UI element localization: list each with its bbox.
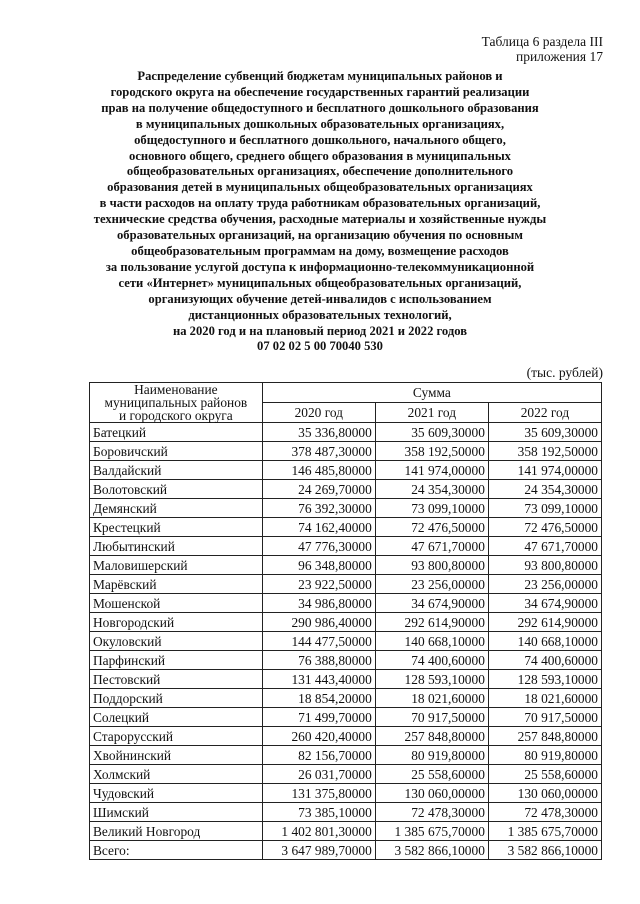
- amount-2022: 72 478,30000: [488, 803, 601, 822]
- amount-2022: 93 800,80000: [488, 556, 601, 575]
- amount-2022: 80 919,80000: [488, 746, 601, 765]
- table-row: [90, 803, 602, 822]
- heading-line: Распределение субвенций бюджетам муниципальных районов и: [137, 69, 503, 83]
- district-name: Шимский: [90, 803, 263, 822]
- district-name: Мошенской: [90, 594, 263, 613]
- amount-2021: 72 478,30000: [375, 803, 488, 822]
- district-name: Волотовский: [90, 480, 263, 499]
- amount-2022: 358 192,50000: [488, 442, 601, 461]
- total-2022: 3 582 866,10000: [488, 841, 601, 860]
- column-header-line: и городского округа: [119, 408, 233, 423]
- amount-2021: 74 400,60000: [375, 651, 488, 670]
- unit-label: (тыс. рублей): [526, 365, 603, 380]
- total-row: [90, 841, 602, 860]
- column-header-year: 2022 год: [488, 403, 601, 423]
- table-row: [90, 670, 602, 689]
- amount-2020: 131 443,40000: [262, 670, 375, 689]
- district-name: Марёвский: [90, 575, 263, 594]
- amount-2020: 24 269,70000: [262, 480, 375, 499]
- amount-2022: 47 671,70000: [488, 537, 601, 556]
- amount-2021: 128 593,10000: [375, 670, 488, 689]
- table-row: [90, 518, 602, 537]
- district-name: Старорусский: [90, 727, 263, 746]
- total-label: Всего:: [90, 841, 263, 860]
- amount-2020: 74 162,40000: [262, 518, 375, 537]
- amount-2021: 358 192,50000: [375, 442, 488, 461]
- amount-2022: 73 099,10000: [488, 499, 601, 518]
- amount-2021: 257 848,80000: [375, 727, 488, 746]
- table-row: [90, 461, 602, 480]
- amount-2021: 18 021,60000: [375, 689, 488, 708]
- column-header-year: 2020 год: [262, 403, 375, 423]
- column-header-sum: Сумма: [262, 383, 601, 403]
- amount-2020: 260 420,40000: [262, 727, 375, 746]
- column-header-year: 2021 год: [375, 403, 488, 423]
- heading-line: сети «Интернет» муниципальных общеобразовательных организаций,: [118, 275, 522, 290]
- district-name: Чудовский: [90, 784, 263, 803]
- document-heading: [40, 69, 600, 355]
- table-row: [90, 651, 602, 670]
- amount-2022: 23 256,00000: [488, 575, 601, 594]
- amount-2021: 93 800,80000: [375, 556, 488, 575]
- district-name: Окуловский: [90, 632, 263, 651]
- heading-line: общедоступного и бесплатного дошкольного, начального общего,: [134, 132, 506, 147]
- heading-line: на 2020 год и на плановый период 2021 и 2022 годов: [172, 323, 468, 338]
- amount-2020: 146 485,80000: [262, 461, 375, 480]
- amount-2020: 82 156,70000: [262, 746, 375, 765]
- amount-2021: 292 614,90000: [375, 613, 488, 632]
- heading-line: организующих обучение детей-инвалидов с использованием: [148, 291, 492, 306]
- district-name: Любытинский: [90, 537, 263, 556]
- table-row: [90, 708, 602, 727]
- amount-2022: 24 354,30000: [488, 480, 601, 499]
- amount-2020: 290 986,40000: [262, 613, 375, 632]
- amount-2022: 35 609,30000: [488, 423, 601, 442]
- total-2021: 3 582 866,10000: [375, 841, 488, 860]
- amount-2020: 73 385,10000: [262, 803, 375, 822]
- district-name: Холмский: [90, 765, 263, 784]
- amount-2022: 25 558,60000: [488, 765, 601, 784]
- district-name: Парфинский: [90, 651, 263, 670]
- amount-2020: 34 986,80000: [262, 594, 375, 613]
- heading-line: в части расходов на оплату труда работникам образовательных организаций,: [99, 196, 541, 211]
- amount-2021: 72 476,50000: [375, 518, 488, 537]
- amount-2020: 144 477,50000: [262, 632, 375, 651]
- table-row: [90, 746, 602, 765]
- district-name: Великий Новгород: [90, 822, 263, 841]
- amount-2021: 35 609,30000: [375, 423, 488, 442]
- table-row: [90, 765, 602, 784]
- heading-line: общеобразовательных организациях, обеспечение дополнительного: [126, 164, 514, 179]
- amount-2021: 25 558,60000: [375, 765, 488, 784]
- district-name: Крестецкий: [90, 518, 263, 537]
- total-2020: 3 647 989,70000: [262, 841, 375, 860]
- amount-2021: 23 256,00000: [375, 575, 488, 594]
- table-row: [90, 423, 602, 442]
- amount-2022: 257 848,80000: [488, 727, 601, 746]
- amount-2022: 18 021,60000: [488, 689, 601, 708]
- amount-2020: 47 776,30000: [262, 537, 375, 556]
- column-header-name: [90, 383, 263, 423]
- table-row: [90, 537, 602, 556]
- table-row: [90, 442, 602, 461]
- district-name: Батецкий: [90, 423, 263, 442]
- heading-line: основного общего, среднего общего образования в муниципальных: [129, 148, 511, 163]
- district-name: Демянский: [90, 499, 263, 518]
- table-row: [90, 480, 602, 499]
- table-row: [90, 575, 602, 594]
- district-name: Солецкий: [90, 708, 263, 727]
- table-row: [90, 784, 602, 803]
- amount-2022: 74 400,60000: [488, 651, 601, 670]
- amount-2022: 70 917,50000: [488, 708, 601, 727]
- district-name: Маловишерский: [90, 556, 263, 575]
- amount-2021: 24 354,30000: [375, 480, 488, 499]
- amount-2020: 26 031,70000: [262, 765, 375, 784]
- heading-line: прав на получение общедоступного и бесплатного дошкольного образования: [101, 100, 539, 115]
- table-row: [90, 727, 602, 746]
- district-name: Пестовский: [90, 670, 263, 689]
- amount-2021: 1 385 675,70000: [375, 822, 488, 841]
- table-row: [90, 689, 602, 708]
- amount-2020: 76 392,30000: [262, 499, 375, 518]
- column-header-line: муниципальных районов: [104, 395, 248, 410]
- heading-line: образования детей в муниципальных общеобразовательных организациях: [107, 180, 533, 195]
- amount-2022: 128 593,10000: [488, 670, 601, 689]
- amount-2020: 131 375,80000: [262, 784, 375, 803]
- amount-2022: 140 668,10000: [488, 632, 601, 651]
- table-row: [90, 499, 602, 518]
- heading-line: за пользование услугой доступа к информационно-телекоммуникационной: [105, 259, 535, 274]
- heading-line: в муниципальных дошкольных образовательных организациях,: [135, 116, 505, 131]
- district-name: Новгородский: [90, 613, 263, 632]
- amount-2021: 70 917,50000: [375, 708, 488, 727]
- amount-2022: 34 674,90000: [488, 594, 601, 613]
- heading-line: общеобразовательным программам на дому, возмещение расходов: [131, 243, 509, 258]
- amount-2022: 292 614,90000: [488, 613, 601, 632]
- amount-2020: 76 388,80000: [262, 651, 375, 670]
- table-row: [90, 613, 602, 632]
- table-reference-line: Таблица 6 раздела III: [481, 34, 603, 49]
- amount-2021: 141 974,00000: [375, 461, 488, 480]
- table-row: [90, 594, 602, 613]
- subvention-table: [89, 382, 602, 860]
- table-reference-line: приложения 17: [515, 49, 603, 64]
- amount-2022: 1 385 675,70000: [488, 822, 601, 841]
- amount-2022: 141 974,00000: [488, 461, 601, 480]
- amount-2020: 378 487,30000: [262, 442, 375, 461]
- table-reference: [482, 34, 603, 64]
- amount-2021: 130 060,00000: [375, 784, 488, 803]
- amount-2021: 140 668,10000: [375, 632, 488, 651]
- table-row: [90, 632, 602, 651]
- heading-line: технические средства обучения, расходные материалы и хозяйственные нужды: [93, 212, 547, 227]
- amount-2021: 80 919,80000: [375, 746, 488, 765]
- district-name: Хвойнинский: [90, 746, 263, 765]
- amount-2020: 96 348,80000: [262, 556, 375, 575]
- district-name: Боровичский: [90, 442, 263, 461]
- amount-2021: 34 674,90000: [375, 594, 488, 613]
- heading-line: образовательных организаций, на организацию обучения по основным: [117, 228, 523, 243]
- table-row: [90, 822, 602, 841]
- amount-2022: 72 476,50000: [488, 518, 601, 537]
- heading-line: городского округа на обеспечение государственных гарантий реализации: [110, 84, 530, 99]
- amount-2020: 35 336,80000: [262, 423, 375, 442]
- amount-2020: 71 499,70000: [262, 708, 375, 727]
- heading-line: дистанционных образовательных технологий,: [188, 307, 452, 322]
- amount-2020: 23 922,50000: [262, 575, 375, 594]
- district-name: Валдайский: [90, 461, 263, 480]
- amount-2020: 1 402 801,30000: [262, 822, 375, 841]
- heading-line: 07 02 02 5 00 70040 530: [257, 339, 383, 354]
- amount-2020: 18 854,20000: [262, 689, 375, 708]
- district-name: Поддорский: [90, 689, 263, 708]
- amount-2022: 130 060,00000: [488, 784, 601, 803]
- amount-2021: 47 671,70000: [375, 537, 488, 556]
- amount-2021: 73 099,10000: [375, 499, 488, 518]
- table-row: [90, 556, 602, 575]
- column-header-line: Наименование: [134, 382, 218, 397]
